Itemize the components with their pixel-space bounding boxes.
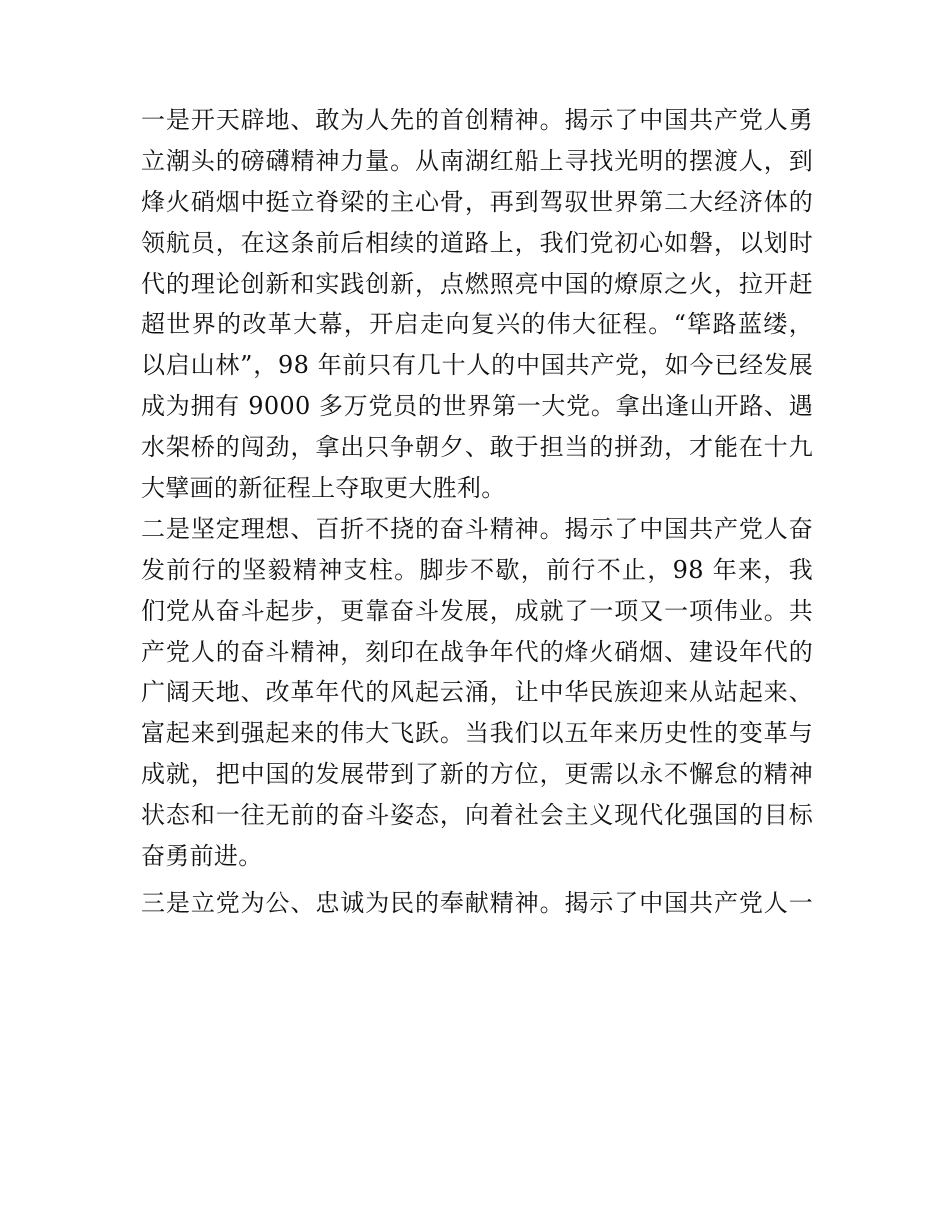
paragraph-1 bbox=[141, 100, 813, 509]
text-line: 成就，把中国的发展带到了新的方位，更需以永不懈怠的精神 bbox=[141, 760, 813, 789]
text-line: 产党人的奋斗精神，刻印在战争年代的烽火硝烟、建设年代的 bbox=[141, 637, 813, 666]
text-line: 一是开天辟地、敢为人先的首创精神。揭示了中国共产党人勇 bbox=[141, 106, 813, 134]
text-line: 二是坚定理想、百折不挠的奋斗精神。揭示了中国共产党人奋 bbox=[141, 514, 813, 543]
text-line: 们党从奋斗起步，更靠奋斗发展，成就了一项又一项伟业。共 bbox=[141, 596, 813, 625]
text-line: 奋勇前进。 bbox=[141, 842, 263, 871]
text-line: 状态和一往无前的奋斗姿态，向着社会主义现代化强国的目标 bbox=[141, 801, 813, 830]
text-line: 三是立党为公、忠诚为民的奉献精神。揭示了中国共产党人一 bbox=[141, 888, 813, 917]
text-line: 烽火硝烟中挺立脊梁的主心骨，再到驾驭世界第二大经济体的 bbox=[141, 187, 813, 216]
text-line: 成为拥有 9000 多万党员的世界第一大党。拿出逢山开路、遇 bbox=[141, 392, 813, 421]
text-line: 发前行的坚毅精神支柱。脚步不歇，前行不止，98 年来，我 bbox=[141, 555, 813, 584]
text-line: 领航员，在这条前后相续的道路上，我们党初心如磐，以划时 bbox=[141, 228, 813, 257]
text-line: 富起来到强起来的伟大飞跃。当我们以五年来历史性的变革与 bbox=[141, 719, 813, 748]
paragraph-2 bbox=[141, 509, 813, 877]
text-line: 以启山林”，98 年前只有几十人的中国共产党，如今已经发展 bbox=[141, 351, 813, 380]
text-line: 大擘画的新征程上夺取更大胜利。 bbox=[141, 474, 506, 503]
text-line: 代的理论创新和实践创新，点燃照亮中国的燎原之火，拉开赶 bbox=[141, 269, 813, 298]
text-line: 超世界的改革大幕，开启走向复兴的伟大征程。“筚路蓝缕， bbox=[141, 310, 813, 339]
text-line: 立潮头的磅礴精神力量。从南湖红船上寻找光明的摆渡人，到 bbox=[141, 146, 813, 175]
document-body bbox=[141, 100, 813, 924]
text-line: 广阔天地、改革年代的风起云涌，让中华民族迎来从站起来、 bbox=[141, 678, 813, 707]
text-line: 水架桥的闯劲，拿出只争朝夕、敢于担当的拼劲，才能在十九 bbox=[141, 433, 813, 462]
paragraph-3 bbox=[141, 883, 813, 924]
